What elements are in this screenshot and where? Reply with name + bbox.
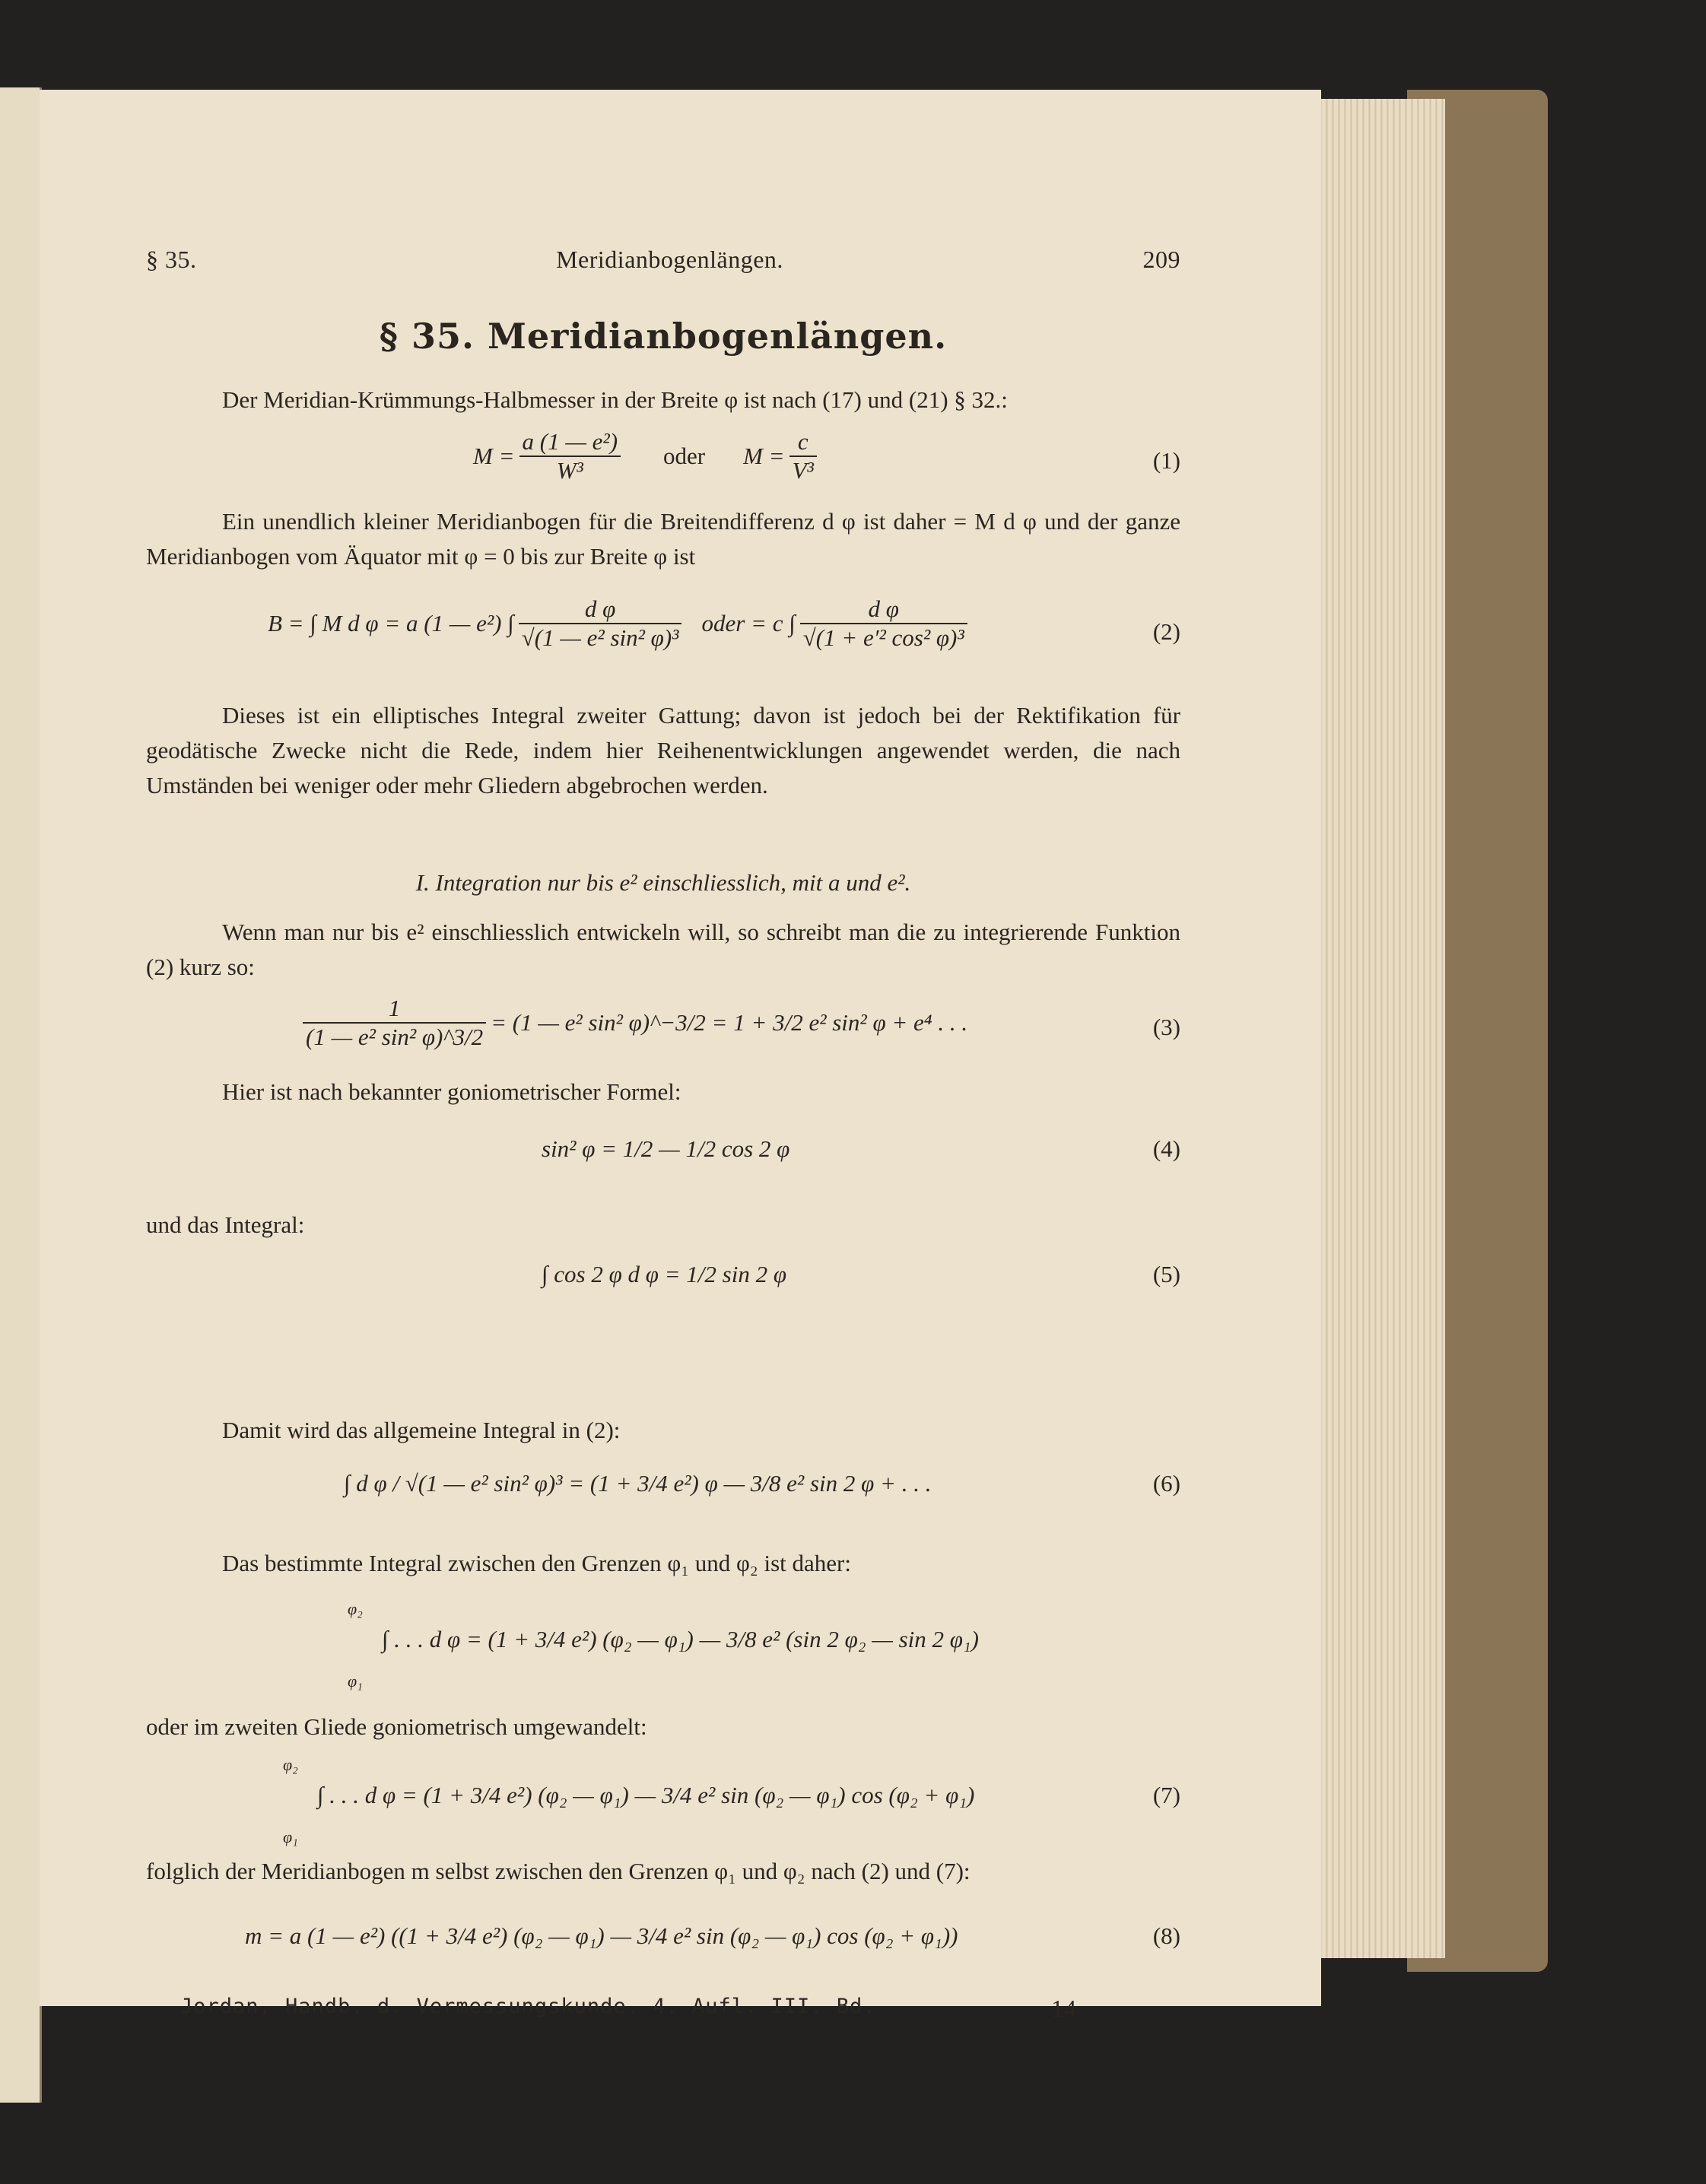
- paragraph-4: Wenn man nur bis e² einschliesslich entwickeln will, so schreibt man die zu integrierende Funktion (2) kurz so:: [146, 919, 1180, 980]
- subsection-heading: I. Integration nur bis e² einschliesslich, mit a und e².: [415, 869, 911, 896]
- eq1-number: (1): [1152, 447, 1180, 474]
- eq2-den2: √(1 + e′² cos² φ)³: [802, 624, 964, 651]
- equation-7: [146, 1755, 1180, 1846]
- eq8-number: (8): [1152, 1922, 1180, 1949]
- paragraph-1: Der Meridian-Krümmungs-Halbmesser in der Breite φ ist nach (17) und (21) § 32.:: [222, 386, 1008, 413]
- eq3-rhs: = (1 — e² sin² φ)^−3/2 = 1 + 3/2 e² sin² φ + e⁴ . . .: [491, 1009, 968, 1036]
- equation-5: [146, 1261, 1180, 1306]
- equation-8: [146, 1922, 1180, 1976]
- page-footer: [180, 1995, 1169, 2022]
- footer-signature: 14: [1051, 1995, 1077, 2022]
- paragraph-5: Hier ist nach bekannter goniometrischer Formel:: [222, 1078, 681, 1105]
- paragraph-6: und das Integral:: [146, 1211, 305, 1238]
- section-title: § 35. Meridianbogenlängen.: [379, 316, 948, 357]
- eq7-lower-limit: φ₁: [283, 1827, 298, 1846]
- eq2-num1: d φ: [519, 595, 682, 624]
- eq7a-upper-limit: φ₂: [348, 1599, 363, 1618]
- eq5-number: (5): [1152, 1261, 1180, 1287]
- equation-4: [146, 1135, 1180, 1181]
- eq1-lhs: M =: [473, 443, 515, 469]
- eq7-upper-limit: φ₂: [283, 1755, 298, 1774]
- eq2-part2: oder = c ∫: [701, 610, 796, 636]
- eq6-number: (6): [1152, 1470, 1180, 1497]
- eq2-part1: B = ∫ M d φ = a (1 — e²) ∫: [268, 610, 514, 636]
- eq1-lhs2: M =: [743, 443, 785, 469]
- eq5-text: ∫ cos 2 φ d φ = 1/2 sin 2 φ: [542, 1261, 786, 1287]
- paragraph-9: oder im zweiten Gliede goniometrisch umgewandelt:: [146, 1713, 647, 1740]
- paragraph-2: Ein unendlich kleiner Meridianbogen für die Breitendifferenz d φ ist daher = M d φ und der ganze Meridianbogen vom Äquator mit φ = 0 bis zur Breite φ ist: [146, 508, 1180, 570]
- equation-1: [146, 428, 1180, 497]
- footer-citation: Jordan, Handb. d. Vermessungskunde. 4. Aufl. III. Bd.: [180, 1995, 876, 2018]
- eq7-number: (7): [1152, 1782, 1180, 1808]
- eq1-num1: a (1 — e²): [519, 428, 621, 457]
- eq1-oder: oder: [663, 443, 706, 469]
- eq1-den2: V³: [792, 457, 814, 484]
- eq7a-lower-limit: φ₁: [348, 1671, 363, 1690]
- eq3-den: (1 — e² sin² φ)^3/2: [306, 1024, 484, 1050]
- running-head: [146, 246, 1180, 276]
- eq7-text: ∫ . . . d φ = (1 + 3/4 e²) (φ₂ — φ₁) — 3/4 e² sin (φ₂ — φ₁) cos (φ₂ + φ₁): [317, 1782, 975, 1808]
- eq7a-text: ∫ . . . d φ = (1 + 3/4 e²) (φ₂ — φ₁) — 3/8 e² (sin 2 φ₂ — sin 2 φ₁): [382, 1626, 980, 1652]
- paragraph-10: folglich der Meridianbogen m selbst zwischen den Grenzen φ₁ und φ₂ nach (2) und (7):: [146, 1858, 971, 1884]
- eq1-den1: W³: [556, 457, 583, 484]
- page-stack-edges: [1316, 99, 1445, 1958]
- equation-6: [146, 1470, 1180, 1523]
- book-page: [40, 90, 1321, 2022]
- previous-page-edge: [0, 87, 42, 2103]
- paragraph-3: Dieses ist ein elliptisches Integral zweiter Gattung; davon ist jedoch bei der Rektifikation für geodätische Zwecke nicht die Rede, indem hier Reihenentwicklungen angewendet werden, die nach Umständen bei weniger oder mehr Gliedern abgebrochen werden.: [146, 702, 1180, 798]
- eq4-text: sin² φ = 1/2 — 1/2 cos 2 φ: [542, 1135, 790, 1162]
- running-head-left: § 35.: [146, 246, 197, 273]
- eq1-num2: c: [789, 428, 817, 457]
- eq3-num: 1: [303, 995, 486, 1024]
- equation-7a: [146, 1599, 1180, 1690]
- paragraph-8: Das bestimmte Integral zwischen den Grenzen φ₁ und φ₂ ist daher:: [222, 1550, 851, 1576]
- eq6-text: ∫ d φ / √(1 — e² sin² φ)³ = (1 + 3/4 e²) φ — 3/8 e² sin 2 φ + . . .: [344, 1470, 932, 1497]
- running-head-page-number: 209: [1142, 246, 1180, 273]
- eq2-number: (2): [1152, 618, 1180, 645]
- paragraph-7: Damit wird das allgemeine Integral in (2):: [222, 1417, 621, 1443]
- eq2-num2: d φ: [800, 595, 967, 624]
- equation-3: [146, 995, 1180, 1063]
- eq3-number: (3): [1152, 1014, 1180, 1040]
- equation-2: [146, 584, 1180, 675]
- eq2-den1: √(1 — e² sin² φ)³: [521, 624, 679, 651]
- running-head-center: Meridianbogenlängen.: [556, 246, 783, 273]
- eq4-number: (4): [1152, 1135, 1180, 1162]
- eq8-text: m = a (1 — e²) ((1 + 3/4 e²) (φ₂ — φ₁) — 3/4 e² sin (φ₂ — φ₁) cos (φ₂ + φ₁)): [245, 1922, 958, 1949]
